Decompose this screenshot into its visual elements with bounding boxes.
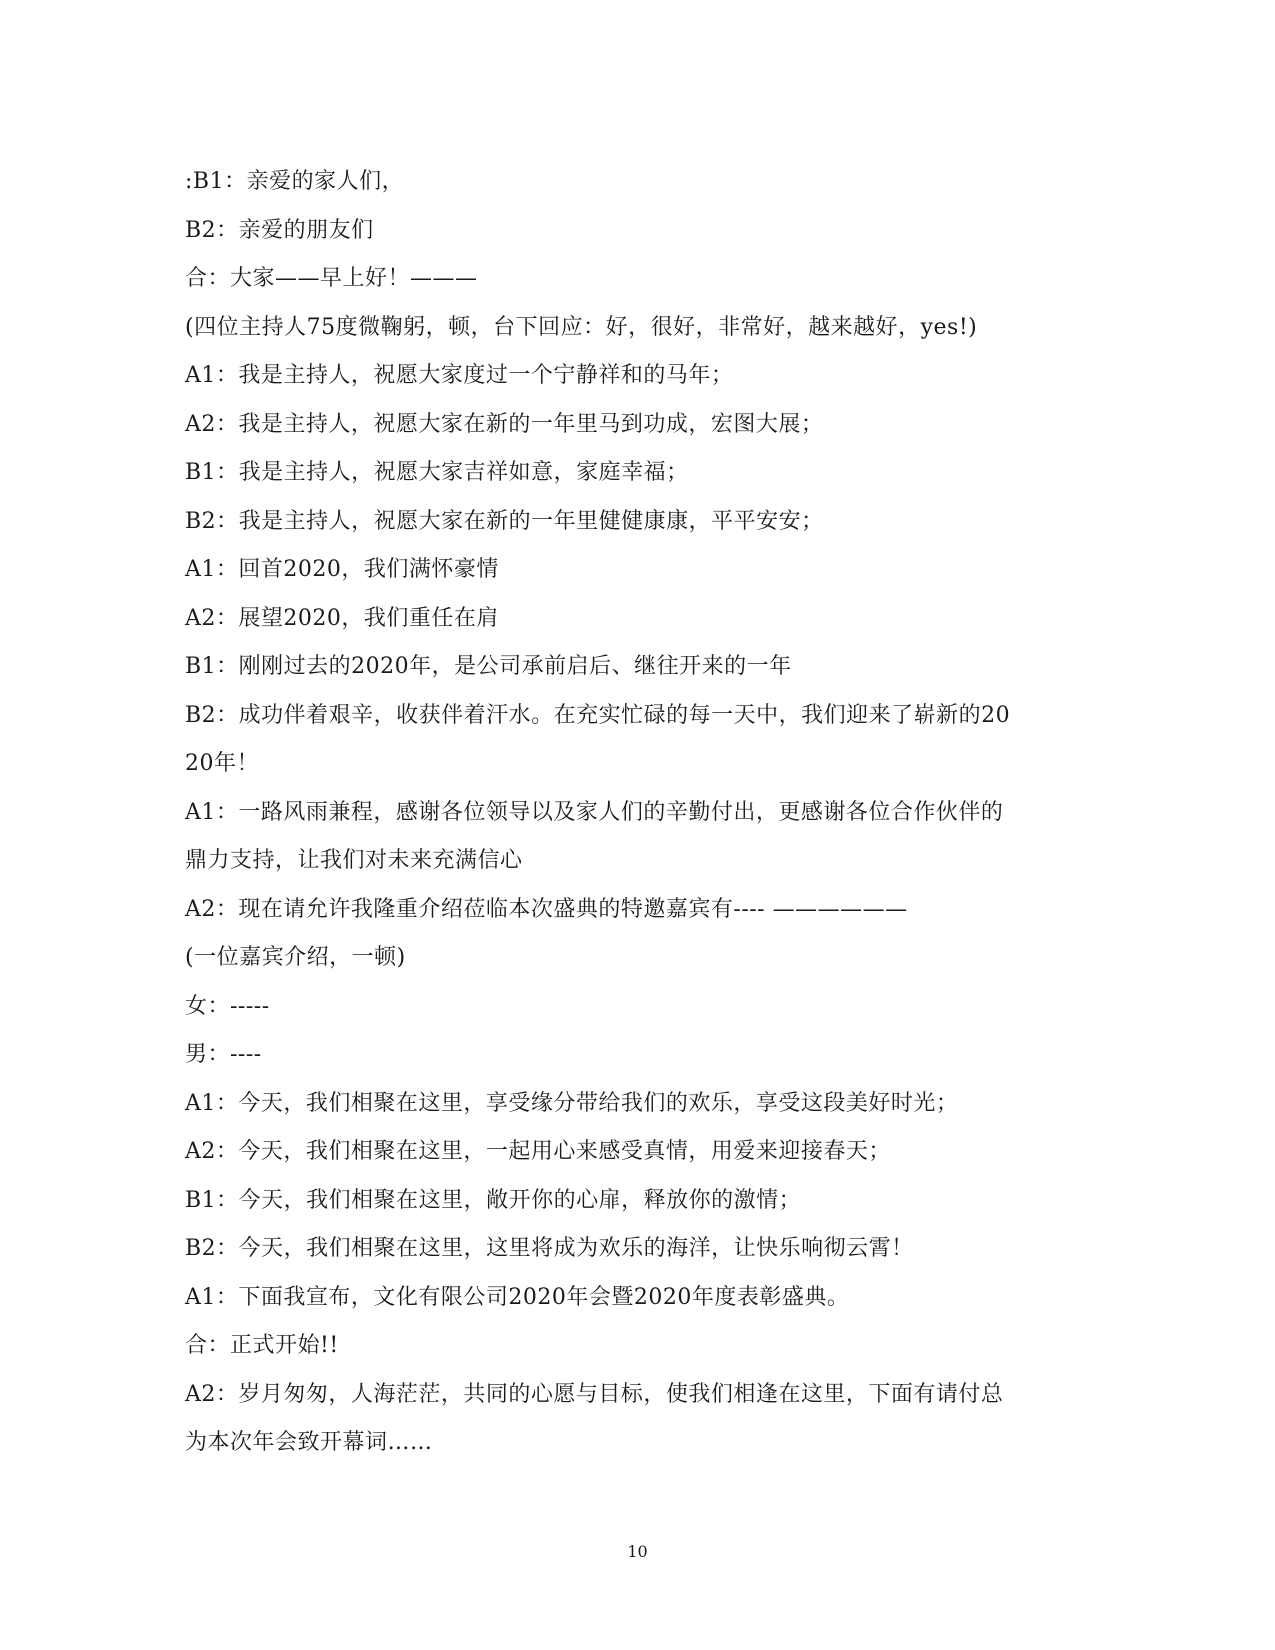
text-line: A1：今天，我们相聚在这里，享受缘分带给我们的欢乐，享受这段美好时光； <box>185 1090 959 1116</box>
text-line: 鼎力支持，让我们对未来充满信心 <box>185 848 523 873</box>
text-line: 20年！ <box>185 751 259 776</box>
text-line: A1：我是主持人，祝愿大家度过一个宁静祥和的马年； <box>185 363 734 388</box>
text-line: A2：我是主持人，祝愿大家在新的一年里马到功成，宏图大展； <box>185 411 824 437</box>
text-line: (一位嘉宾介绍，一顿) <box>185 945 406 970</box>
text-line: A2：今天，我们相聚在这里，一起用心来感受真情，用爱来迎接春天； <box>185 1139 891 1164</box>
text-line: A2：展望2020，我们重任在肩 <box>185 605 499 631</box>
text-line: 为本次年会致开幕词…… <box>185 1430 433 1455</box>
text-line: 合：正式开始!! <box>185 1333 339 1358</box>
page-number: 10 <box>627 1542 648 1561</box>
text-line: B1：我是主持人，祝愿大家吉祥如意，家庭幸福； <box>185 460 689 485</box>
text-line: A2：岁月匆匆，人海茫茫，共同的心愿与目标，使我们相逢在这里，下面有请付总 <box>185 1381 1004 1407</box>
text-line: B1：刚刚过去的2020年，是公司承前启后、继往开来的一年 <box>185 654 792 679</box>
text-line: 女：----- <box>185 993 270 1019</box>
text-line: A2：现在请允许我隆重介绍莅临本次盛典的特邀嘉宾有---- —————— <box>185 896 908 922</box>
text-line: B2：成功伴着艰辛，收获伴着汗水。在充实忙碌的每一天中，我们迎来了崭新的20 <box>185 702 1011 728</box>
text-line: A1：一路风雨兼程，感谢各位领导以及家人们的辛勤付出，更感谢各位合作伙伴的 <box>185 799 1004 825</box>
text-line: A1：下面我宣布，文化有限公司2020年会暨2020年度表彰盛典。 <box>185 1284 850 1310</box>
text-line: B2：我是主持人，祝愿大家在新的一年里健健康康，平平安安； <box>185 508 824 534</box>
text-line: :B1：亲爱的家人们， <box>185 169 405 194</box>
text-line: B1：今天，我们相聚在这里，敞开你的心扉，释放你的激情； <box>185 1187 802 1213</box>
text-line: B2：今天，我们相聚在这里，这里将成为欢乐的海洋，让快乐响彻云霄！ <box>185 1236 914 1261</box>
text-line: B2：亲爱的朋友们 <box>185 217 374 243</box>
text-line: A1：回首2020，我们满怀豪情 <box>185 557 499 582</box>
text-line: 合：大家——早上好！——— <box>185 266 478 291</box>
text-line: (四位主持人75度微鞠躬，顿，台下回应：好，很好，非常好，越来越好，yes!) <box>185 314 978 340</box>
script-text <box>185 158 1095 1468</box>
text-line: 男：---- <box>185 1042 262 1067</box>
